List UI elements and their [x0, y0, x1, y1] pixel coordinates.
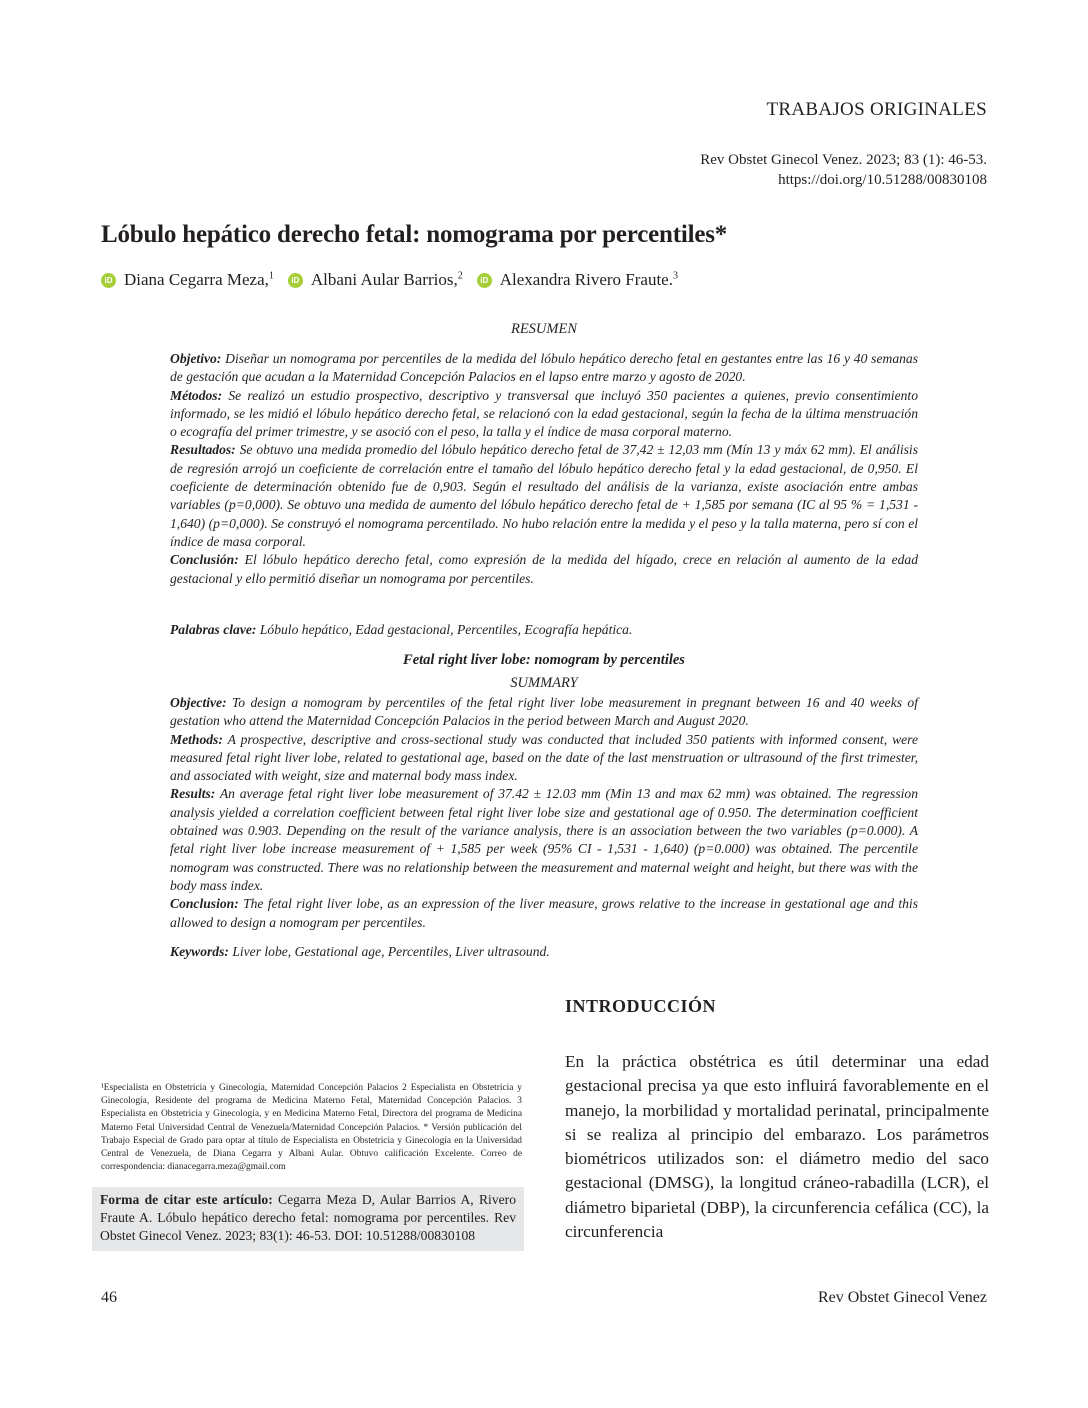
- resumen-metodos: Métodos: Se realizó un estudio prospectivo, descriptivo y transversal que incluyó 350 pacientes a quienes, previo consentimiento informado, se les midió el lóbulo hepático derecho fetal, se relacionó con la edad gestacional, según la fecha de la última menstruación o ecografía del primer trimestre, y se asoció con el peso, la talla y el índice de masa corporal materno.: [170, 387, 918, 440]
- orcid-icon[interactable]: iD: [101, 273, 116, 288]
- doi-link[interactable]: https://doi.org/10.51288/00830108: [778, 172, 987, 188]
- orcid-icon[interactable]: iD: [477, 273, 492, 288]
- summary-results: Results: An average fetal right liver lobe measurement of 37.42 ± 12.03 mm (Min 13 and max 62 mm) was obtained. The regression analysis yielded a correlation coefficient between fetal right liver lobe size and gestational age of 0.950. The determination coefficient obtained was 0.903. Depending on the result of the variance analysis, there is an association between the two variables (p=0.000). A fetal right liver lobe increase measurement of + 1,585 per week (95% CI - 1,531 - 1,640) (p=0.000) was obtained. The percentile nomogram was constructed. There was no relationship between the measurement and maternal weight and height, but there was with the body mass index.: [170, 786, 918, 893]
- intro-paragraph: En la práctica obstétrica es útil determinar una edad gestacional precisa ya que esto influirá favorablemente en el manejo, la morbilidad y mortalidad perinatal, principalmente si se realiza al principio del embarazo. Los parámetros biométricos utilizados son: el diámetro medio del saco gestacional (DMSG), la longitud cráneo-rabadilla (LCR), el diámetro biparietal (DBP), la circunferencia cefálica (CC), la circunferencia: [565, 1052, 989, 1242]
- author-name: Albani Aular Barrios,$^2$: [310, 270, 463, 289]
- summary-conclusion: Conclusion: The fetal right liver lobe, as an expression of the liver measure, grows relative to the increase in gestational age and this allowed to design a nomogram per percentiles.: [170, 896, 918, 930]
- citation-box: Forma de citar este artículo: Cegarra Meza D, Aular Barrios A, Rivero Fraute A. Lóbulo hepático derecho fetal: nomograma por percentiles. Rev Obstet Ginecol Venez. 2023; 83(1): 46-53. DOI: 10.51288/00830108: [92, 1187, 524, 1251]
- author-list: [101, 270, 684, 290]
- section-label: TRABAJOS ORIGINALES: [766, 99, 987, 120]
- orcid-icon[interactable]: iD: [288, 273, 303, 288]
- resumen-objetivo: Objetivo: Diseñar un nomograma por percentiles de la medida del lóbulo hepático derecho fetal en gestantes entre las 16 y 40 semanas de gestación que acudan a la Maternidad Concepción Palacios en el lapso entre marzo y agosto de 2020.: [170, 351, 919, 385]
- keywords: Keywords: Liver lobe, Gestational age, Percentiles, Liver ultrasound.: [170, 944, 550, 959]
- footer-journal: Rev Obstet Ginecol Venez: [818, 1289, 987, 1306]
- summary-abstract: [170, 694, 918, 932]
- intro-heading: INTRODUCCIÓN: [565, 996, 717, 1016]
- article-title: Lóbulo hepático derecho fetal: nomograma por percentiles*: [101, 221, 728, 248]
- english-title: Fetal right liver lobe: nomogram by percentiles: [403, 652, 685, 668]
- resumen-heading: RESUMEN: [510, 321, 578, 337]
- affiliations-footnote: ¹Especialista en Obstetricia y Ginecología, Maternidad Concepción Palacios 2 Especialista en Obstetricia y Ginecología, Residente del programa de Medicina Materno Fetal, Maternidad Concepción Palacios. 3 Especialista en Obstetricia y Ginecología, y en Medicina Materno Fetal, Directora del programa de Medicina Materno Fetal Universidad Central de Venezuela/Maternidad Concepción Palacios. * Versión publicación del Trabajo Especial de Grado para optar al título de Especialista en Obstetricia y Ginecología en la Universidad Central de Venezuela, de Diana Cegarra y Albani Aular. Obtuvo calificación Excelente. Correo de correspondencia: dianacegarra.meza@gmail.com: [101, 1083, 522, 1173]
- palabras-clave: Palabras clave: Lóbulo hepático, Edad gestacional, Percentiles, Ecografía hepática.: [170, 622, 633, 637]
- resumen-resultados: Resultados: Se obtuvo una medida promedio del lóbulo hepático derecho fetal de 37,42 ± 12,03 mm (Mín 13 y máx 62 mm). El análisis de regresión arrojó un coeficiente de correlación entre el tamaño del lóbulo hepático derecho fetal y la edad gestacional, de 0,950. El coeficiente de determinación obtenido fue de 0,903. Según el resultado del análisis de la varianza, existe asociación entre ambas variables (p=0,000). Se obtuvo una medida de aumento del lóbulo hepático derecho fetal de + 1,585 por semana (IC al 95 % = 1,531 - 1,640) (p=0,000). Se construyó el nomograma percentilado. No hubo relación entre la medida y el peso y la talla materna, pero sí con el índice de masa corporal.: [170, 442, 919, 549]
- author-name: Diana Cegarra Meza,$^1$: [124, 270, 274, 289]
- author-name: Alexandra Rivero Fraute.$^3$: [499, 270, 678, 289]
- page-number: 46: [101, 1289, 117, 1306]
- summary-methods: Methods: A prospective, descriptive and cross-sectional study was conducted that included 350 patients with informed consent, were measured fetal right liver lobe, related to gestational age, based on the date of the last menstruation or ultrasound of the first trimester, and associated with weight, size and maternal body mass index.: [170, 731, 918, 784]
- journal-citation: Rev Obstet Ginecol Venez. 2023; 83 (1): 46-53.: [700, 152, 987, 168]
- summary-objective: Objective: To design a nomogram by percentiles of the fetal right liver lobe measurement in pregnant between 16 and 40 weeks of gestation who attend the Maternidad Concepción Palacios in the period between March and August 2020.: [170, 695, 918, 729]
- summary-heading: SUMMARY: [510, 675, 578, 691]
- resumen-conclusion: Conclusión: El lóbulo hepático derecho fetal, como expresión de la medida del hígado, crece en relación al aumento de la edad gestacional y ello permitió diseñar un nomograma por percentiles.: [170, 552, 918, 586]
- resumen-abstract: [170, 350, 918, 588]
